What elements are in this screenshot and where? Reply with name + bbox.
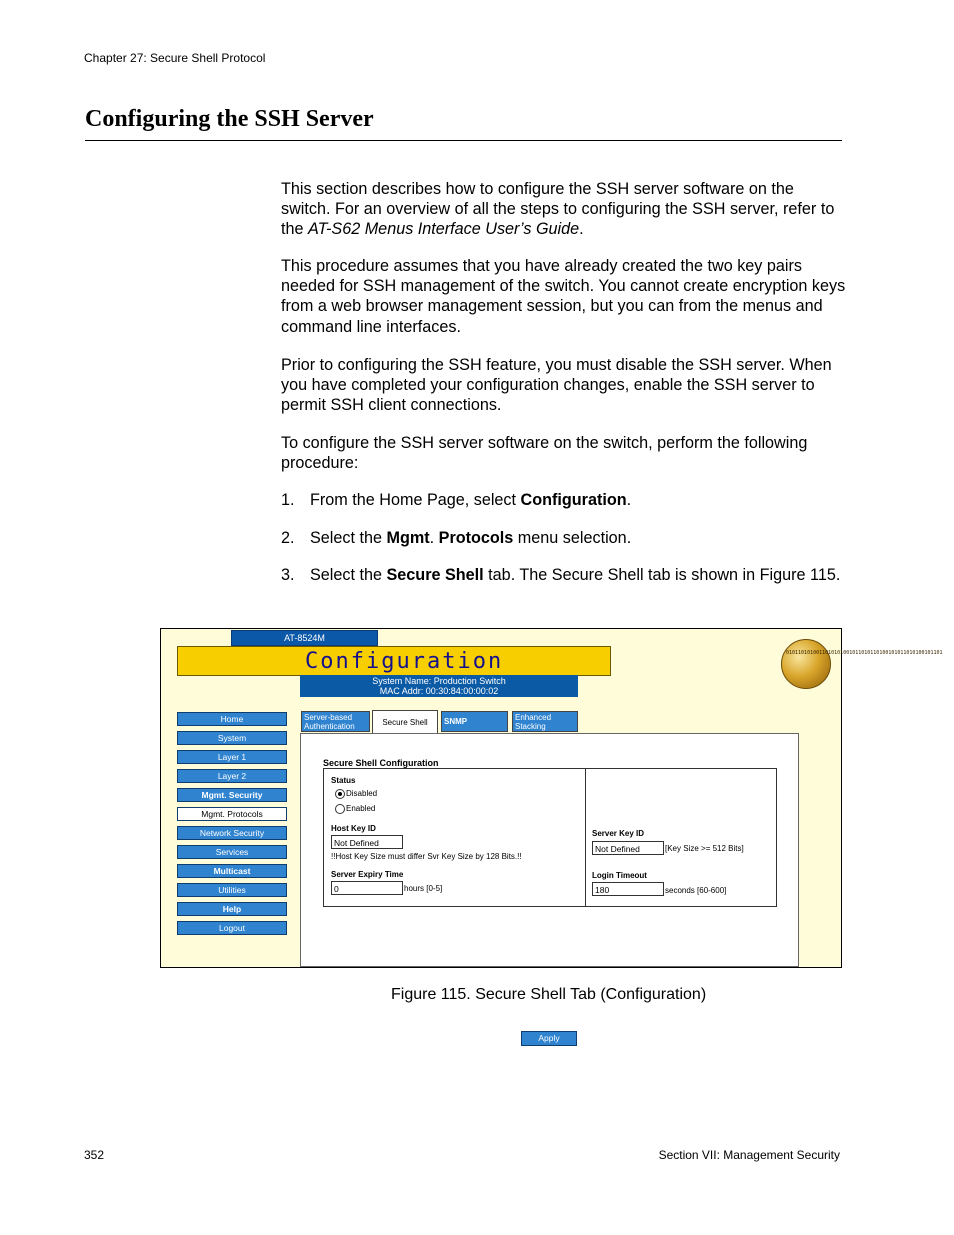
tab-snmp[interactable]: SNMP [441, 711, 508, 732]
step-text: menu selection. [513, 529, 632, 547]
system-info-bar [300, 675, 578, 697]
expiry-field[interactable]: 0 [331, 881, 403, 895]
page-number: 352 [84, 1148, 105, 1162]
step-text: . [429, 529, 439, 547]
host-key-field[interactable]: Not Defined [331, 835, 403, 849]
paragraph-4: To configure the SSH server software on the switch, perform the following procedure: [281, 434, 808, 473]
tab-enhanced-stacking[interactable] [512, 711, 578, 732]
step-bold: Protocols [438, 529, 514, 547]
paragraph-3: Prior to configuring the SSH feature, you must disable the SSH server. When you have completed your configuration changes, enable the SSH server to permit SSH client connections. [281, 356, 832, 415]
nav-mgmt-protocols[interactable]: Mgmt. Protocols [177, 807, 287, 821]
nav-utilities[interactable]: Utilities [177, 883, 287, 897]
step-text: Select the [310, 529, 387, 547]
nav-layer-2[interactable]: Layer 2 [177, 769, 287, 783]
panel-title: Secure Shell Configuration [323, 758, 439, 768]
tab-label-line: Server-based [304, 713, 353, 722]
status-enabled-label: Enabled [346, 804, 376, 813]
tab-label-line: Stacking [515, 722, 546, 731]
banner-title: Configuration [305, 649, 504, 674]
tab-label-line: Enhanced [515, 713, 552, 722]
nav-system[interactable]: System [177, 731, 287, 745]
step-bold: Configuration [520, 491, 627, 509]
settings-box [323, 768, 777, 907]
step-text: From the Home Page, select [310, 491, 521, 509]
paragraph-2: This procedure assumes that you have already created the two key pairs needed for SSH management of the switch. You cannot create encryption keys from a web browser management session, but you can from the menus and command line interfaces. [281, 257, 846, 336]
model-tab: AT-8524M [231, 630, 378, 646]
nav-services[interactable]: Services [177, 845, 287, 859]
server-key-field[interactable]: Not Defined [592, 841, 664, 855]
host-key-label: Host Key ID [331, 824, 376, 833]
guide-title: AT-S62 Menus Interface User’s Guide [308, 220, 580, 239]
p1-end: . [579, 220, 584, 239]
step-bold: Mgmt [386, 529, 430, 547]
step-number: 1. [281, 491, 295, 509]
nav-logout[interactable]: Logout [177, 921, 287, 935]
expiry-hint: hours [0-5] [404, 884, 443, 893]
server-key-label: Server Key ID [592, 829, 645, 838]
server-key-hint: [Key Size >= 512 Bits] [665, 844, 744, 853]
login-timeout-hint: seconds [60-600] [665, 886, 727, 895]
status-disabled-radio[interactable] [335, 789, 345, 799]
step-text: tab. The Secure Shell tab is shown in Figure 115. [483, 566, 841, 584]
mac-address: MAC Addr: 00:30:84:00:00:02 [379, 686, 499, 696]
nav-network-security[interactable]: Network Security [177, 826, 287, 840]
system-name: System Name: Production Switch [372, 676, 506, 686]
status-label: Status [331, 776, 356, 785]
tab-label-line: Authentication [304, 722, 355, 731]
title-rule [85, 140, 842, 141]
step-bold: Secure Shell [386, 566, 484, 584]
nav-layer-1[interactable]: Layer 1 [177, 750, 287, 764]
running-footer: Section VII: Management Security [658, 1148, 840, 1162]
paragraph-1 [281, 179, 846, 240]
login-timeout-field[interactable]: 180 [592, 882, 664, 896]
expiry-label: Server Expiry Time [331, 870, 404, 879]
step-text: . [626, 491, 632, 509]
tab-secure-shell[interactable]: Secure Shell [372, 710, 438, 734]
login-timeout-label: Login Timeout [592, 871, 647, 880]
status-enabled-radio[interactable] [335, 804, 345, 814]
status-disabled-label: Disabled [346, 789, 378, 798]
apply-button[interactable]: Apply [521, 1031, 577, 1046]
tab-server-based-authentication[interactable] [301, 711, 370, 732]
nav-multicast[interactable]: Multicast [177, 864, 287, 878]
column-divider [585, 769, 586, 906]
running-header: Chapter 27: Secure Shell Protocol [84, 51, 266, 65]
globe-bits: 0101101010011010101001011010110100101011010100101101 [786, 650, 943, 656]
step-text: Select the [310, 566, 387, 584]
config-banner [177, 646, 611, 676]
figure-caption: Figure 115. Secure Shell Tab (Configuration) [391, 986, 707, 1003]
nav-mgmt-security[interactable]: Mgmt. Security [177, 788, 287, 802]
globe-logo-icon [781, 639, 943, 689]
section-title: Configuring the SSH Server [85, 106, 374, 132]
nav-home[interactable]: Home [177, 712, 287, 726]
step-number: 2. [281, 529, 295, 547]
step-number: 3. [281, 566, 295, 584]
host-key-note: !!Host Key Size must differ Svr Key Size by 128 Bits.!! [331, 852, 522, 861]
nav-help[interactable]: Help [177, 902, 287, 916]
p1-text: This section describes how to configure the SSH server software on the switch. For an overview of all the steps to configuring the SSH server, refer to the [281, 180, 835, 239]
